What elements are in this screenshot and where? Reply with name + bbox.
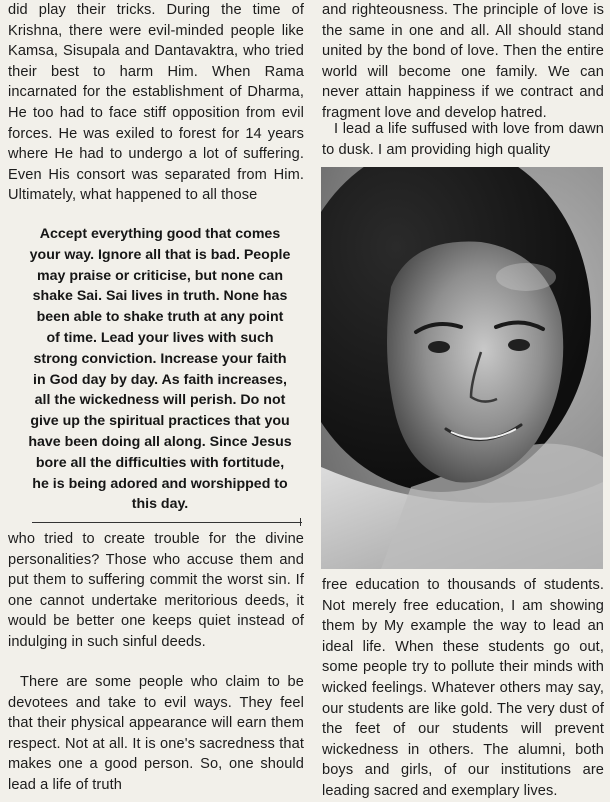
left-paragraph-top: did play their tricks. During the time of Krishna, there were evil-minded people like Kamsa, Sisupala and Dantavaktra, who tried their best to harm Him. When Rama incarnated for the establishment of Dharma, He too had to face stiff opposition from evil forces. He was exiled to forest for 14 years where He had to undergo a lot of suffering. Even His consort was separated from Him. Ultimately, what happened to all those xyxy=(8,2,304,204)
left-paragraph-after-quote: who tried to create trouble for the divine personalities? Those who accuse them and put them to suffering commit the worst sin. If one cannot undertake meritorious deeds, it would be better one keeps quiet instead of indulging in such sinful deeds. xyxy=(8,531,304,650)
pull-quote: Accept everything good that comes your way. Ignore all that is bad. People may praise or criticise, but none can shake Sai. Sai lives in truth. None has been able to shake truth at any point of time. Lead your lives with such strong conviction. Increase your faith in God day by day. As faith increases, all the wickedness will perish. Do not give up the spiritual practices that you have been doing all along. Since Jesus bore all the difficulties with fortitude, he is being adored and worshipped to this day. xyxy=(28,226,292,513)
portrait-photo xyxy=(321,167,603,569)
right-paragraph-bottom: free education to thousands of students. Not merely free education, I am showing them by My example the way to lead an ideal life. When these students go out, some people try to pollute their minds with wicked feelings. Whatever others may say, our students are like gold. The very dust of the feet of our students will prevent wickedness in others. The alumni, both boys and girls, of our institutions are leading sacred and exemplary lives. xyxy=(322,577,604,799)
pull-quote-divider xyxy=(32,522,302,523)
portrait-illustration xyxy=(321,167,603,569)
left-paragraph-bottom: There are some people who claim to be devotees and take to evil ways. They feel that their physical appearance will earn them respect. Not at all. It is one's sacredness that makes one a good person. So, one should lead a life of truth xyxy=(8,674,304,793)
right-paragraph-second: I lead a life suffused with love from dawn to dusk. I am providing high quality xyxy=(322,121,604,158)
pull-quote-divider-cap xyxy=(300,518,301,526)
right-paragraph-top: and righteousness. The principle of love is the same in one and all. All should stand united by the bond of love. Then the entire world will become one family. We can never attain happiness if we contract and fragment love and develop hatred. xyxy=(322,2,604,121)
